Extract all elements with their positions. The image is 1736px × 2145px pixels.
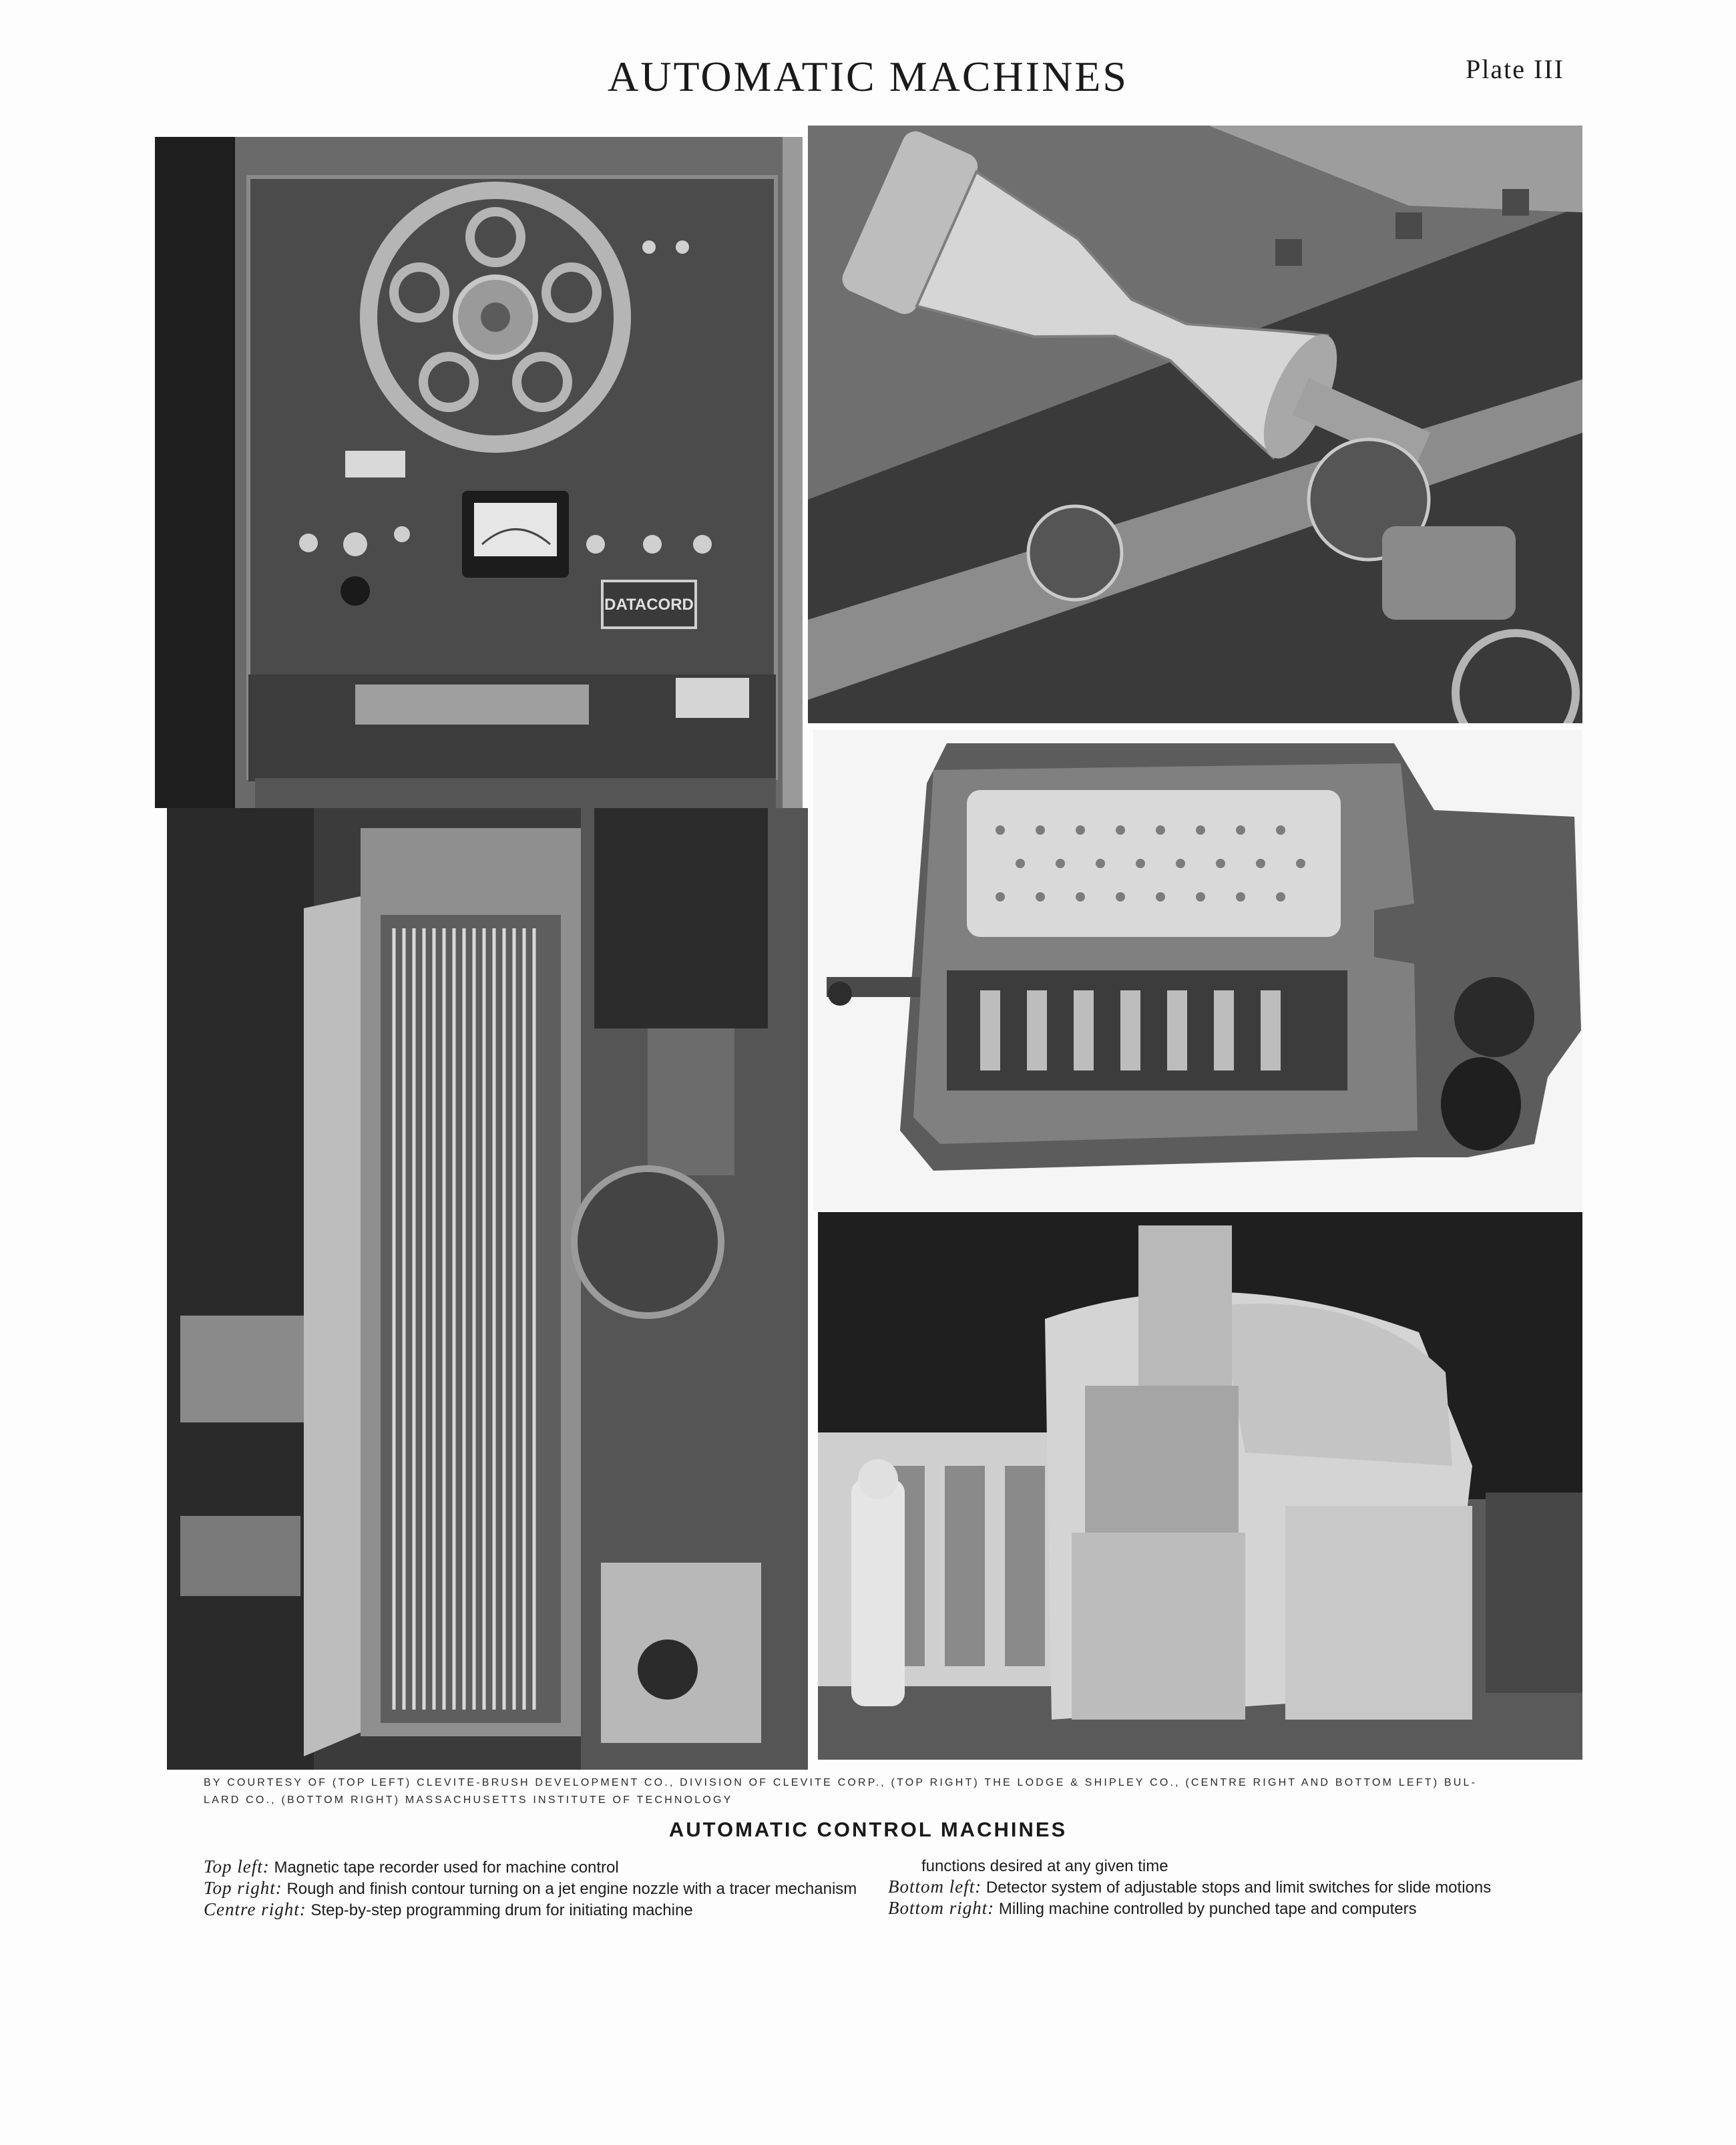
caption-top-left: Top left: Magnetic tape recorder used for machine control <box>204 1857 619 1877</box>
caption-bottom-right: Bottom right: Milling machine controlled by punched tape and computers <box>888 1898 1417 1918</box>
caption-column-right <box>888 1857 1562 1919</box>
photo-contour-turning <box>808 126 1582 723</box>
credit-line-1: BY COURTESY OF (TOP LEFT) CLEVITE-BRUSH DEVELOPMENT CO., DIVISION OF CLEVITE CORP., (TOP RIGHT) THE LODGE & SHIPLEY CO., (CENTRE RIGHT AND BOTTOM LEFT) BUL- <box>204 1777 1478 1788</box>
photo-credit <box>204 1774 1572 1809</box>
caption-title: AUTOMATIC CONTROL MACHINES <box>668 1818 1068 1841</box>
caption-centre-right-continued: functions desired at any given time <box>921 1857 1168 1875</box>
photo-programming-drum <box>813 730 1582 1211</box>
caption-top-right: Top right: Rough and finish contour turning on a jet engine nozzle with a tracer mechanism <box>204 1878 857 1898</box>
credit-line-2: LARD CO., (BOTTOM RIGHT) MASSACHUSETTS INSTITUTE OF TECHNOLOGY <box>204 1794 733 1806</box>
recorder-brand-label: DATACORD <box>604 596 694 614</box>
photo-milling-machine <box>818 1212 1582 1760</box>
plate-number: Plate III <box>1466 54 1564 84</box>
photo-detector-system <box>167 808 808 1770</box>
page-title: AUTOMATIC MACHINES <box>608 53 1128 100</box>
caption-column-left <box>204 1857 861 1921</box>
caption-bottom-left: Bottom left: Detector system of adjustable stops and limit switches for slide motions <box>888 1877 1492 1897</box>
photo-tape-recorder <box>155 137 803 808</box>
caption-centre-right: Centre right: Step-by-step programming drum for initiating machine <box>204 1899 693 1919</box>
